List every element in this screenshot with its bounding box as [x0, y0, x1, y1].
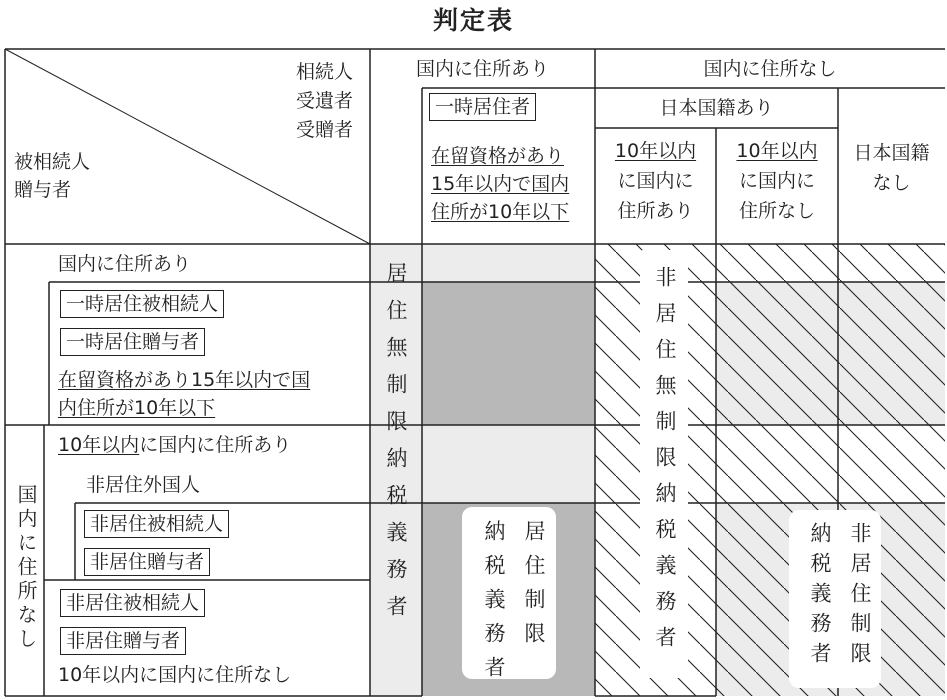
within10-yes-line: に国内に — [617, 170, 694, 192]
corner-donee-label: 受贈者 — [296, 119, 354, 141]
nationality-no-line: 日本国籍 — [853, 142, 930, 164]
light-fill-middle — [422, 425, 595, 503]
col-header-domestic-no: 国内に住所なし — [703, 58, 837, 80]
visa-condition-line: 在留資格があり — [431, 145, 565, 167]
within10-no-line: 10年以内 — [736, 140, 818, 162]
label-nonresident-limited — [800, 522, 880, 672]
nationality-no-line: なし — [872, 172, 911, 194]
row-visa-line: 内住所が10年以下 — [58, 397, 216, 419]
visa-condition-line: 住所が10年以下 — [431, 201, 570, 223]
within10-suffix: に国内に住所あり — [139, 434, 292, 456]
row-temp-resident-decedent: 一時居住被相続人 — [60, 290, 224, 318]
row-header-domestic-yes: 国内に住所あり — [58, 253, 192, 275]
row-temp-resident-donor: 一時居住贈与者 — [60, 328, 205, 356]
within10-no-line: に国内に — [738, 170, 815, 192]
col-header-domestic-yes: 国内に住所あり — [415, 58, 549, 80]
col-header-visa-condition — [431, 142, 569, 226]
row-nonresident-donor-b: 非居住贈与者 — [60, 627, 186, 655]
resident-limited-line: 居住制限 — [522, 520, 546, 656]
col-header-japanese-nationality-no — [838, 138, 945, 198]
page-title: 判定表 — [432, 6, 514, 35]
resident-limited-line: 納税義務者 — [482, 520, 506, 690]
corner-heir-label: 相続人 — [296, 61, 354, 83]
within10-no-line: 住所なし — [738, 200, 815, 222]
visa-condition-line: 15年以内で国内 — [431, 173, 570, 195]
row-within10-domestic-yes — [58, 433, 291, 457]
label-resident-limited — [474, 520, 554, 690]
dark-fill-upper — [422, 282, 595, 425]
within10-yes-line: 10年以内 — [614, 140, 697, 162]
label-resident-unlimited: 居住無制限納税義務者 — [384, 262, 408, 632]
col-header-temporary-resident: 一時居住者 — [429, 93, 536, 121]
nonresident-limited-line: 納税義務者 — [808, 522, 832, 672]
row-nonresident-decedent-a: 非居住被相続人 — [84, 510, 229, 538]
row-visa-line: 在留資格があり15年以内で国 — [58, 369, 311, 391]
corner-heir-labels — [296, 58, 353, 145]
row-visa-condition — [58, 366, 310, 422]
corner-donor-label: 贈与者 — [14, 179, 72, 201]
row-nonresident-decedent-b: 非居住被相続人 — [60, 589, 205, 617]
col-header-within10-domestic-yes — [595, 136, 716, 226]
row-header-domestic-no: 国内に住所なし — [14, 484, 38, 652]
within10-yes-line: 住所あり — [617, 200, 694, 222]
light-fill-top — [422, 244, 595, 282]
within10-prefix: 10年以内 — [58, 434, 140, 456]
label-nonresident-unlimited: 非居住無制限納税義務者 — [653, 266, 677, 662]
col-header-within10-domestic-no — [716, 136, 838, 226]
row-nonresident-foreigner: 非居住外国人 — [86, 474, 201, 496]
corner-legatee-label: 受遺者 — [296, 90, 354, 112]
row-over10-domestic-no: 10年以内に国内に住所なし — [58, 664, 292, 686]
row-nonresident-donor-a: 非居住贈与者 — [84, 548, 210, 576]
corner-decedent-labels — [14, 148, 90, 204]
col-header-japanese-nationality-yes: 日本国籍あり — [659, 97, 774, 119]
corner-decedent-label: 被相続人 — [14, 151, 91, 173]
nonresident-limited-line: 非居住制限 — [848, 522, 872, 672]
